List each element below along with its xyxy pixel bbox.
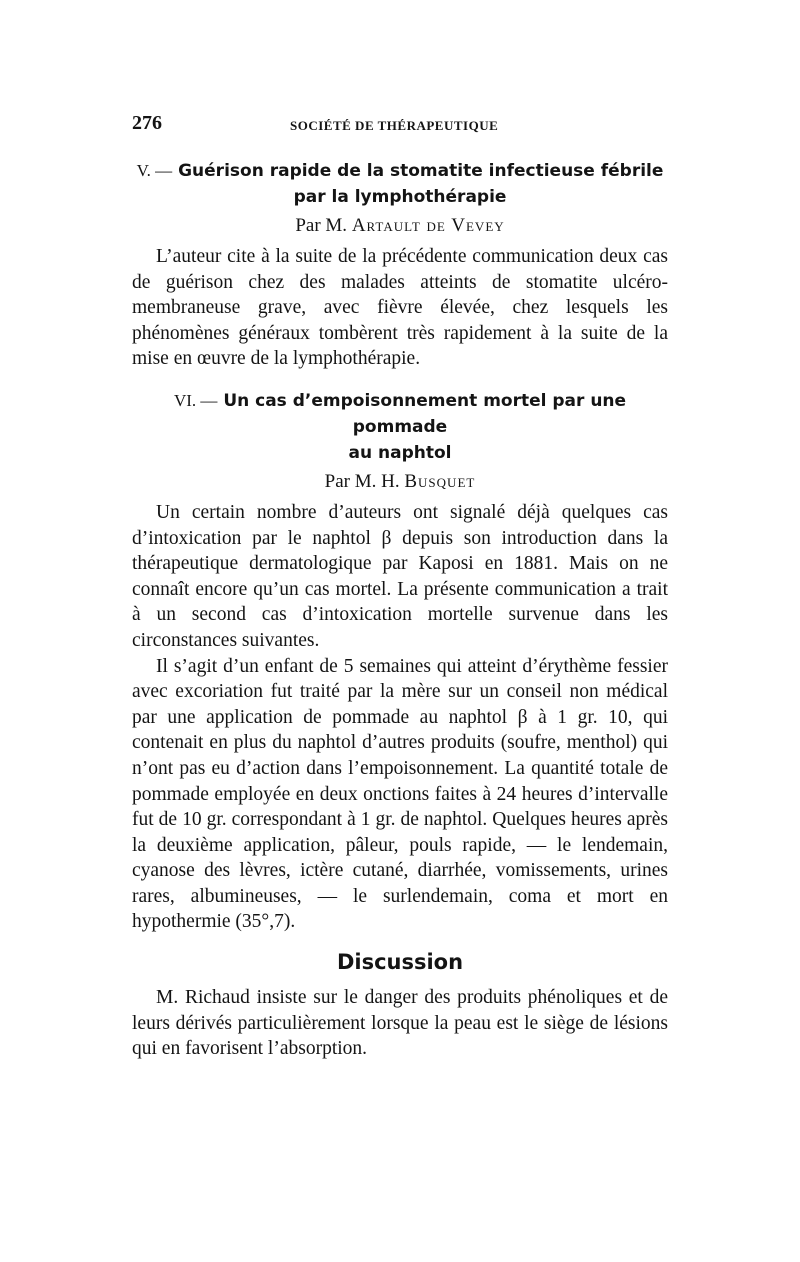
section-number: V. — <box>136 161 173 180</box>
section-heading <box>132 158 668 210</box>
page <box>132 112 668 1062</box>
section-title-part-1: Guérison rapide de la stomatite infectieuse fébrile <box>178 161 664 181</box>
paragraph: Un certain nombre d’auteurs ont signalé déjà quelques cas d’intoxication par le naphtol β depuis son introduction dans la thérapeutique dermatologique par Kaposi en 1881. Mais on ne connaît encore qu’un cas mortel. La présente communication a trait à un second cas d’intoxication mortelle survenue dans les circonstances suivantes. <box>132 501 668 651</box>
discussion-section <box>132 947 668 1062</box>
author-line <box>132 468 668 496</box>
author-prefix: Par M. H. <box>324 470 400 492</box>
discussion-title: Discussion <box>336 950 464 975</box>
author-prefix: Par M. <box>295 215 348 236</box>
author-name: Busquet <box>404 470 476 492</box>
section-title-part-2: au naphtol <box>348 442 452 463</box>
section-heading <box>132 388 668 466</box>
section-title-part-2: par la lymphothérapie <box>293 187 507 207</box>
paragraph: L’auteur cite à la suite de la précédente communication deux cas de guérison chez des malades atteints de stomatite ulcéro-membraneuse grave, avec fièvre élevée, chez lesquels les phénomènes généraux tombèrent très rapidement à la suite de la mise en œuvre de la lymphothérapie. <box>132 246 668 370</box>
section-number: VI. — <box>173 390 218 410</box>
discussion-paragraph: M. Richaud insiste sur le danger des produits phénoliques et de leurs dérivés particulièrement lorsque la peau est le siège de lésions qui en favorisent l’absorption. <box>132 987 668 1060</box>
section-heading-line-1 <box>132 388 668 440</box>
section-title-part-1: Un cas d’empoisonnement mortel par une pommade <box>223 390 627 437</box>
page-number: 276 <box>132 112 162 134</box>
author-line <box>132 212 668 240</box>
running-head <box>132 112 668 138</box>
paragraph: Il s’agit d’un enfant de 5 semaines qui atteint d’érythème fessier avec excoriation fut traité par la mère sur un conseil non médical par une application de pommade au naphtol β à 1 gr. 10, qui contenait en plus du naphtol d’autres produits (soufre, menthol) qui n’ont pas eu d’action dans l’empoisonnement. La quantité totale de pommade employée en deux onctions faites à 24 heures d’intervalle fut de 10 gr. correspondant à 1 gr. de naphtol. Quelques heures après la deuxième application, pâleur, pouls rapide, — le lendemain, cyanose des lèvres, ictère cutané, diarrhée, vomissements, urines rares, albumineuses, — le surlendemain, coma et mort en hypothermie (35°,7). <box>132 655 668 933</box>
author-name: Artault de Vevey <box>351 215 505 236</box>
running-title: SOCIÉTÉ DE THÉRAPEUTIQUE <box>290 118 499 133</box>
section-heading-line-1 <box>132 158 668 184</box>
section-v <box>132 158 668 372</box>
section-vi <box>132 388 668 935</box>
